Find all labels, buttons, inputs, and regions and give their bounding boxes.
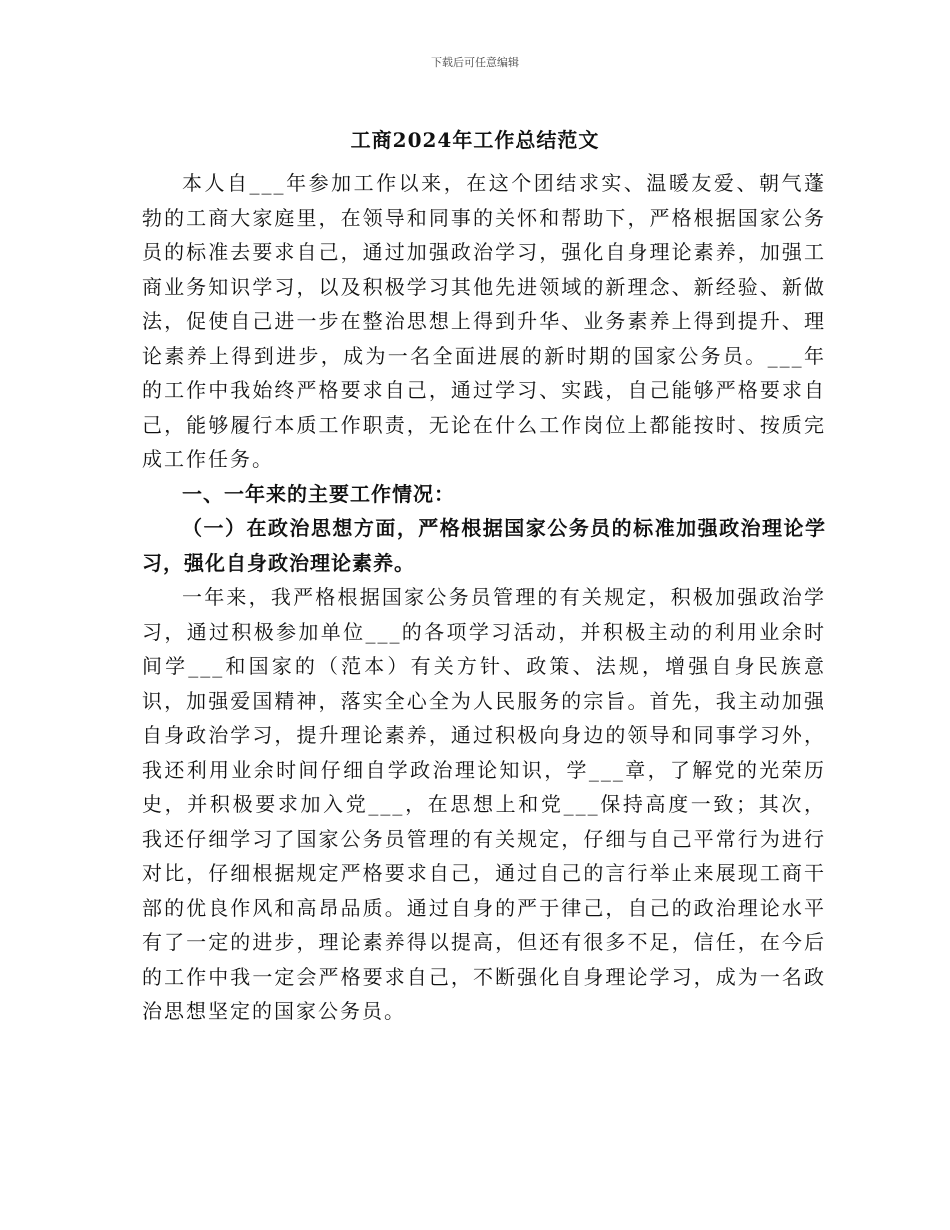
- political-study-paragraph: 一年来，我严格根据国家公务员管理的有关规定，积极加强政治学习，通过积极参加单位___的各项学习活动，并积极主动的利用业余时间学___和国家的（范本）有关方针、政策、法规，增强自身民族意识，加强爱国精神，落实全心全为人民服务的宗旨。首先，我主动加强自身政治学习，提升理论素养，通过积极向身边的领导和同事学习外，我还利用业余时间仔细自学政治理论知识，学___章，了解党的光荣历史，并积极要求加入党___，在思想上和党___保持高度一致；其次，我还仔细学习了国家公务员管理的有关规定，仔细与自己平常行为进行对比，仔细根据规定严格要求自己，通过自己的言行举止来展现工商干部的优良作风和高昂品质。通过自身的严于律己，自己的政治理论水平有了一定的进步，理论素养得以提高，但还有很多不足，信任，在今后的工作中我一定会严格要求自己，不断强化自身理论学习，成为一名政治思想坚定的国家公务员。: [142, 585, 826, 1023]
- intro-paragraph: 本人自___年参加工作以来，在这个团结求实、温暖友爱、朝气蓬勃的工商大家庭里，在领导和同事的关怀和帮助下，严格根据国家公务员的标准去要求自己，通过加强政治学习，强化自身理论素养，加强工商业务知识学习，以及积极学习其他先进领域的新理念、新经验、新做法，促使自己进一步在整治思想上得到升华、业务素养上得到提升、理论素养上得到进步，成为一名全面进展的新时期的国家公务员。___年的工作中我始终严格要求自己，通过学习、实践，自己能够严格要求自己，能够履行本质工作职责，无论在什么工作岗位上都能按时、按质完成工作任务。: [142, 171, 826, 471]
- section-heading: 一、一年来的主要工作情况：: [182, 481, 455, 506]
- subsection-heading: （一）在政治思想方面，严格根据国家公务员的标准加强政治理论学习，强化自身政治理论素养。: [142, 516, 826, 575]
- document-title: 工商2024年工作总结范文: [350, 128, 600, 152]
- header-note: 下载后可任意编辑: [431, 56, 519, 69]
- document-body: [142, 166, 826, 1029]
